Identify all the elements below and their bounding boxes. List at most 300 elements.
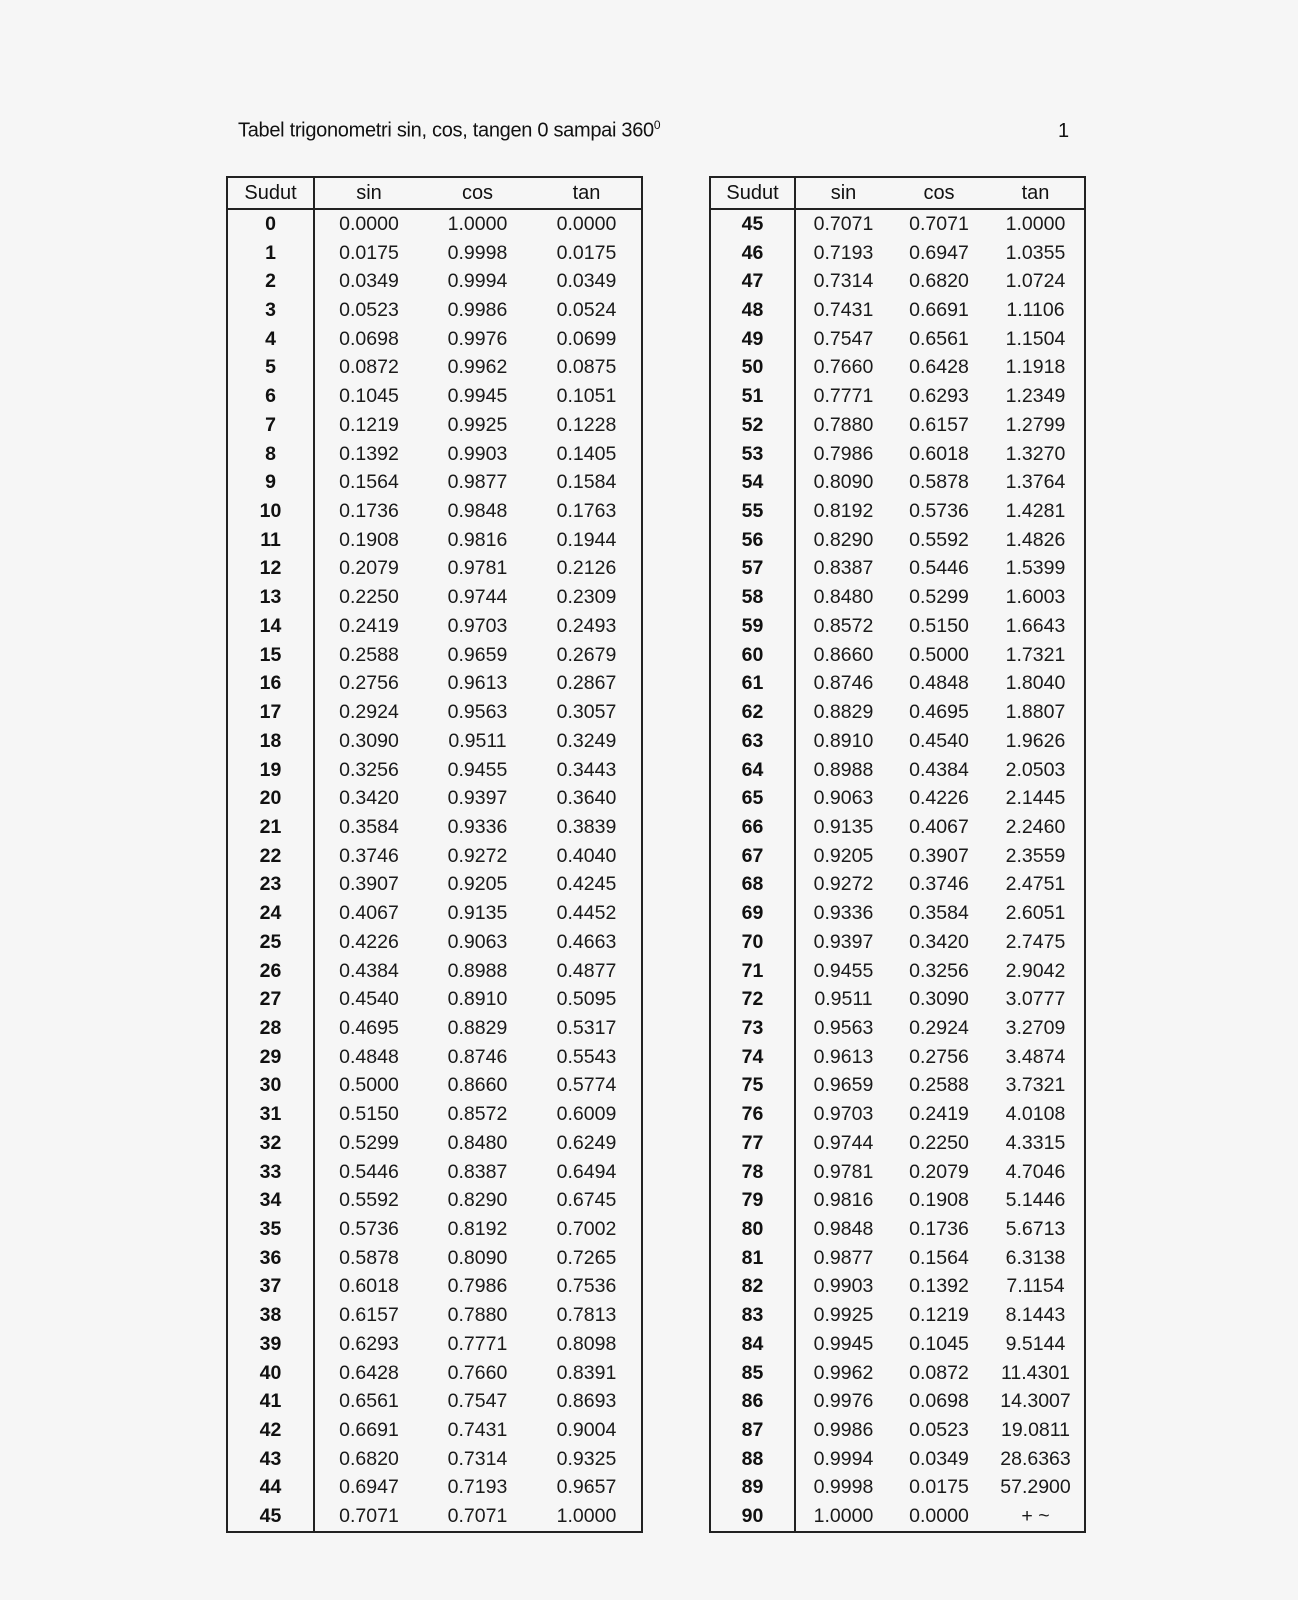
table-row [710,1416,1085,1445]
table-row [227,756,642,785]
cell-cos: 0.6018 [909,442,969,465]
cell-cos: 0.7071 [909,212,969,235]
cell-tan: 2.0503 [1005,758,1066,781]
cell-tan: 57.2900 [1000,1476,1071,1499]
cell-sin: 0.2924 [339,701,399,724]
cell-tan: 0.6745 [556,1189,617,1212]
cell-tan: 0.4663 [556,930,617,953]
cell-tan: 0.8098 [556,1332,617,1355]
cell-tan: 0.1763 [556,500,617,523]
cell-tan: 1.6643 [1005,614,1066,637]
table-row [710,1043,1085,1072]
cell-tan: 0.3640 [556,787,617,810]
cell-tan: 1.4281 [1005,500,1066,523]
cell-sudut: 46 [710,239,795,268]
table-row [710,1474,1085,1503]
cell-sin: 0.0000 [339,212,399,235]
cell-cos: 0.4226 [909,787,969,810]
table-row [710,382,1085,411]
cell-sin: 0.7314 [813,270,874,293]
cell-sin: 0.6947 [339,1476,399,1499]
page-number: 1 [1058,120,1070,142]
cell-tan: 0.2126 [556,557,617,580]
cell-cos: 0.9976 [447,327,508,350]
cell-sudut: 53 [710,440,795,469]
cell-cos: 0.9781 [447,557,508,580]
table-row [710,209,1085,239]
table-row [710,670,1085,699]
cell-sudut: 15 [227,641,314,670]
cell-sin: 0.9397 [813,930,874,953]
table-row [227,526,642,555]
cell-sin: 0.0872 [339,356,399,379]
cell-tan: 8.1443 [1005,1304,1066,1327]
cell-tan: 1.1504 [1005,327,1066,350]
cell-tan: 1.4826 [1005,528,1066,551]
cell-cos: 0.3584 [909,902,969,925]
cell-cos: 0.9659 [447,643,508,666]
cell-tan: 1.1918 [1005,356,1066,379]
table-row [227,1474,642,1503]
cell-cos: 0.8192 [447,1218,508,1241]
cell-sudut: 51 [710,382,795,411]
cell-tan: 1.1106 [1006,299,1065,322]
cell-tan: 1.0724 [1005,270,1066,293]
table-row [710,1244,1085,1273]
cell-sin: 0.1045 [339,385,399,408]
cell-tan: 0.6009 [556,1103,617,1126]
cell-tan: 0.1944 [556,528,617,551]
cell-sin: 0.9063 [813,787,874,810]
table-row [710,698,1085,727]
cell-cos: 0.1908 [909,1189,969,1212]
cell-sudut: 9 [227,468,314,497]
cell-cos: 0.0872 [909,1361,969,1384]
cell-sin: 0.9205 [813,844,874,867]
cell-sin: 0.5150 [339,1103,399,1126]
cell-sudut: 48 [710,296,795,325]
cell-cos: 0.1392 [909,1275,969,1298]
cell-sudut: 83 [710,1301,795,1330]
cell-sudut: 21 [227,813,314,842]
cell-sin: 0.0175 [339,241,399,264]
cell-tan: 3.4874 [1005,1045,1066,1068]
cell-sin: 0.3907 [339,873,399,896]
cell-sin: 0.2588 [339,643,399,666]
cell-cos: 0.8572 [447,1103,508,1126]
table-row [227,555,642,584]
table-row [227,698,642,727]
cell-tan: 0.7002 [556,1218,617,1241]
cell-cos: 0.7431 [447,1419,508,1442]
cell-tan: 14.3007 [1000,1390,1071,1413]
table-row [710,756,1085,785]
table-row [227,1359,642,1388]
cell-tan: 0.4245 [556,873,617,896]
table-row [710,871,1085,900]
cell-tan: 1.8040 [1005,672,1066,695]
cell-sudut: 43 [227,1445,314,1474]
cell-sin: 0.7660 [813,356,874,379]
cell-sin: 0.9986 [813,1419,874,1442]
cell-tan: 0.0699 [556,327,617,350]
table-row [710,296,1085,325]
cell-tan: 0.4040 [556,844,617,867]
table-body [710,209,1085,1532]
table-body [227,209,642,1532]
cell-tan: 1.2349 [1005,385,1066,408]
table-row [227,842,642,871]
cell-sudut: 78 [710,1158,795,1187]
cell-sin: 0.1219 [339,413,399,436]
table-row [710,928,1085,957]
cell-tan: 2.7475 [1005,930,1066,953]
cell-sin: 0.9781 [813,1160,874,1183]
cell-sin: 0.9925 [813,1304,874,1327]
cell-sin: 0.9703 [813,1103,874,1126]
table-row [227,239,642,268]
cell-sudut: 45 [710,209,795,239]
cell-sudut: 56 [710,526,795,555]
cell-tan: 2.1445 [1005,787,1066,810]
cell-sin: 0.4067 [339,902,399,925]
cell-sin: 0.1908 [339,528,399,551]
cell-tan: 2.3559 [1005,844,1066,867]
cell-sudut: 52 [710,411,795,440]
table-row [227,1215,642,1244]
cell-tan: 0.5774 [556,1074,617,1097]
cell-tan: 0.6494 [556,1160,617,1183]
table-row [710,1387,1085,1416]
cell-cos: 0.9986 [447,299,508,322]
table-row [227,813,642,842]
cell-tan: 5.1446 [1005,1189,1066,1212]
title-text: Tabel trigonometri sin, cos, tangen 0 sampai 360 [238,119,654,142]
table-row [710,957,1085,986]
table-row [710,641,1085,670]
cell-sin: 0.8480 [813,586,874,609]
cell-cos: 0.8910 [447,988,508,1011]
table-row [227,1043,642,1072]
cell-tan: 0.2309 [556,586,617,609]
cell-tan: 0.3839 [556,815,617,838]
cell-sudut: 6 [227,382,314,411]
cell-sudut: 38 [227,1301,314,1330]
cell-sin: 0.9903 [813,1275,874,1298]
cell-cos: 0.4540 [909,729,969,752]
cell-sudut: 5 [227,354,314,383]
cell-sudut: 12 [227,555,314,584]
cell-cos: 0.9063 [447,930,508,953]
cell-sudut: 49 [710,325,795,354]
trig-table-left [226,176,643,1533]
cell-sin: 0.6561 [339,1390,399,1413]
cell-tan: 0.7536 [556,1275,617,1298]
table-row [227,784,642,813]
cell-tan: 1.5399 [1005,557,1066,580]
table-row [710,985,1085,1014]
cell-tan: 1.0355 [1005,241,1066,264]
cell-sudut: 71 [710,957,795,986]
cell-sin: 0.9563 [813,1016,874,1039]
cell-cos: 0.5000 [909,643,969,666]
table-row [710,1014,1085,1043]
cell-sudut: 33 [227,1158,314,1187]
header-cos: cos [423,177,532,209]
cell-tan: 0.3249 [556,729,617,752]
table-row [227,1416,642,1445]
cell-sin: 0.4695 [339,1016,399,1039]
cell-sudut: 20 [227,784,314,813]
cell-sudut: 34 [227,1186,314,1215]
cell-cos: 0.2079 [909,1160,969,1183]
cell-sin: 0.7071 [339,1505,399,1528]
cell-cos: 0.8829 [447,1016,508,1039]
cell-tan: 0.5543 [556,1045,617,1068]
table-row [227,1502,642,1532]
cell-sudut: 39 [227,1330,314,1359]
cell-cos: 0.1219 [909,1304,969,1327]
cell-sin: 0.2419 [339,614,399,637]
cell-cos: 0.2924 [909,1016,969,1039]
cell-cos: 0.7071 [447,1505,508,1528]
cell-sudut: 68 [710,871,795,900]
cell-sin: 0.7071 [813,212,874,235]
cell-sudut: 10 [227,497,314,526]
cell-tan: 0.8391 [556,1361,617,1384]
table-row [710,468,1085,497]
cell-cos: 0.4848 [909,672,969,695]
cell-cos: 0.0523 [909,1419,969,1442]
cell-sin: 0.9336 [813,902,874,925]
cell-sin: 0.9816 [813,1189,874,1212]
cell-sudut: 26 [227,957,314,986]
cell-cos: 0.8290 [447,1189,508,1212]
cell-sin: 0.5299 [339,1131,399,1154]
cell-tan: + ~ [1021,1505,1050,1528]
cell-sudut: 82 [710,1273,795,1302]
cell-tan: 0.8693 [556,1390,617,1413]
cell-sin: 0.0349 [339,270,399,293]
cell-sudut: 22 [227,842,314,871]
table-row [227,612,642,641]
cell-sudut: 90 [710,1502,795,1532]
cell-sudut: 62 [710,698,795,727]
cell-tan: 3.0777 [1005,988,1066,1011]
cell-sudut: 37 [227,1273,314,1302]
cell-sudut: 64 [710,756,795,785]
cell-sudut: 3 [227,296,314,325]
cell-sin: 0.8387 [813,557,874,580]
cell-sin: 0.9877 [813,1246,874,1269]
cell-sin: 1.0000 [813,1505,874,1528]
cell-tan: 2.4751 [1005,873,1066,896]
cell-cos: 0.1045 [909,1332,969,1355]
cell-sudut: 19 [227,756,314,785]
cell-sudut: 67 [710,842,795,871]
table-row [227,1014,642,1043]
cell-sin: 0.6018 [339,1275,399,1298]
cell-tan: 2.2460 [1005,815,1066,838]
cell-sudut: 18 [227,727,314,756]
table-row [227,209,642,239]
cell-cos: 0.8387 [447,1160,508,1183]
cell-tan: 2.9042 [1005,959,1066,982]
cell-tan: 4.3315 [1005,1131,1066,1154]
cell-sin: 0.7431 [813,299,874,322]
cell-sudut: 86 [710,1387,795,1416]
cell-cos: 0.5736 [909,500,969,523]
cell-tan: 0.9325 [556,1447,617,1470]
cell-cos: 0.9945 [447,385,508,408]
cell-sudut: 80 [710,1215,795,1244]
cell-sin: 0.8090 [813,471,874,494]
cell-sin: 0.3420 [339,787,399,810]
table-row [710,1330,1085,1359]
cell-sin: 0.8192 [813,500,874,523]
cell-cos: 0.9994 [447,270,508,293]
table-row [710,842,1085,871]
cell-cos: 0.4384 [909,758,969,781]
cell-sudut: 24 [227,899,314,928]
cell-sudut: 42 [227,1416,314,1445]
cell-sin: 0.4226 [339,930,399,953]
cell-tan: 7.1154 [1006,1275,1065,1298]
cell-tan: 0.4877 [556,959,617,982]
cell-tan: 0.1051 [556,385,617,408]
table-row [710,1100,1085,1129]
cell-cos: 0.9397 [447,787,508,810]
cell-cos: 0.9962 [447,356,508,379]
cell-tan: 0.1405 [556,442,617,465]
cell-sudut: 88 [710,1445,795,1474]
cell-tan: 1.2799 [1005,413,1066,436]
cell-sin: 0.9659 [813,1074,874,1097]
cell-sin: 0.1392 [339,442,399,465]
table-row [710,813,1085,842]
table-row [227,1158,642,1187]
cell-cos: 0.9613 [447,672,508,695]
cell-sin: 0.8290 [813,528,874,551]
table-row [227,296,642,325]
cell-sudut: 70 [710,928,795,957]
table-row [710,899,1085,928]
cell-sudut: 44 [227,1474,314,1503]
table-row [710,497,1085,526]
cell-cos: 0.5446 [909,557,969,580]
table-row [227,957,642,986]
cell-tan: 0.0349 [556,270,617,293]
table-row [710,1129,1085,1158]
cell-cos: 0.1564 [909,1246,969,1269]
cell-tan: 1.7321 [1005,643,1066,666]
cell-cos: 0.3907 [909,844,969,867]
cell-sudut: 59 [710,612,795,641]
cell-cos: 0.2756 [909,1045,969,1068]
cell-sin: 0.4540 [339,988,399,1011]
cell-sudut: 76 [710,1100,795,1129]
cell-tan: 0.7813 [556,1304,617,1327]
cell-tan: 0.5317 [556,1016,617,1039]
table-row [227,641,642,670]
cell-sudut: 8 [227,440,314,469]
cell-sudut: 65 [710,784,795,813]
cell-sudut: 45 [227,1502,314,1532]
cell-cos: 0.7314 [447,1447,508,1470]
cell-cos: 0.5150 [909,614,969,637]
cell-sudut: 13 [227,583,314,612]
cell-sin: 0.1564 [339,471,399,494]
cell-sudut: 23 [227,871,314,900]
cell-cos: 0.9848 [447,500,508,523]
cell-tan: 0.6249 [556,1131,617,1154]
table-row [227,1387,642,1416]
cell-sin: 0.8910 [813,729,874,752]
table-row [710,325,1085,354]
table-row [710,1186,1085,1215]
cell-sin: 0.9744 [813,1131,874,1154]
cell-sin: 0.9272 [813,873,874,896]
cell-sudut: 75 [710,1072,795,1101]
cell-sin: 0.8660 [813,643,874,666]
cell-sudut: 89 [710,1474,795,1503]
cell-cos: 0.6293 [909,385,969,408]
cell-sin: 0.2079 [339,557,399,580]
cell-tan: 3.2709 [1005,1016,1066,1039]
cell-cos: 0.8988 [447,959,508,982]
cell-tan: 0.0524 [556,299,617,322]
table-row [710,440,1085,469]
cell-cos: 0.0349 [909,1447,969,1470]
cell-tan: 4.7046 [1005,1160,1066,1183]
cell-tan: 3.7321 [1005,1074,1066,1097]
table-row [227,899,642,928]
cell-cos: 0.4695 [909,701,969,724]
table-row [227,497,642,526]
table-header-row [710,177,1085,209]
cell-sin: 0.9511 [814,988,873,1011]
cell-sin: 0.9994 [813,1447,874,1470]
cell-tan: 28.6363 [1000,1447,1071,1470]
table-row [227,583,642,612]
table-row [710,1502,1085,1532]
cell-tan: 2.6051 [1005,902,1066,925]
cell-tan: 5.6713 [1005,1218,1066,1241]
cell-tan: 11.4301 [1000,1361,1071,1384]
table-row [227,670,642,699]
cell-tan: 1.8807 [1005,701,1066,724]
cell-sudut: 40 [227,1359,314,1388]
cell-sudut: 16 [227,670,314,699]
cell-sudut: 84 [710,1330,795,1359]
cell-tan: 0.0875 [556,356,617,379]
cell-sin: 0.6293 [339,1332,399,1355]
cell-sin: 0.9976 [813,1390,874,1413]
cell-tan: 9.5144 [1005,1332,1066,1355]
cell-sin: 0.2250 [339,586,399,609]
cell-sin: 0.6820 [339,1447,399,1470]
cell-sin: 0.5878 [339,1246,399,1269]
cell-sudut: 27 [227,985,314,1014]
cell-cos: 0.6691 [909,299,969,322]
cell-cos: 0.9816 [447,528,508,551]
cell-tan: 1.6003 [1005,586,1066,609]
cell-sin: 0.8988 [813,758,874,781]
table-row [710,354,1085,383]
cell-sudut: 79 [710,1186,795,1215]
cell-sudut: 28 [227,1014,314,1043]
table-row [227,382,642,411]
